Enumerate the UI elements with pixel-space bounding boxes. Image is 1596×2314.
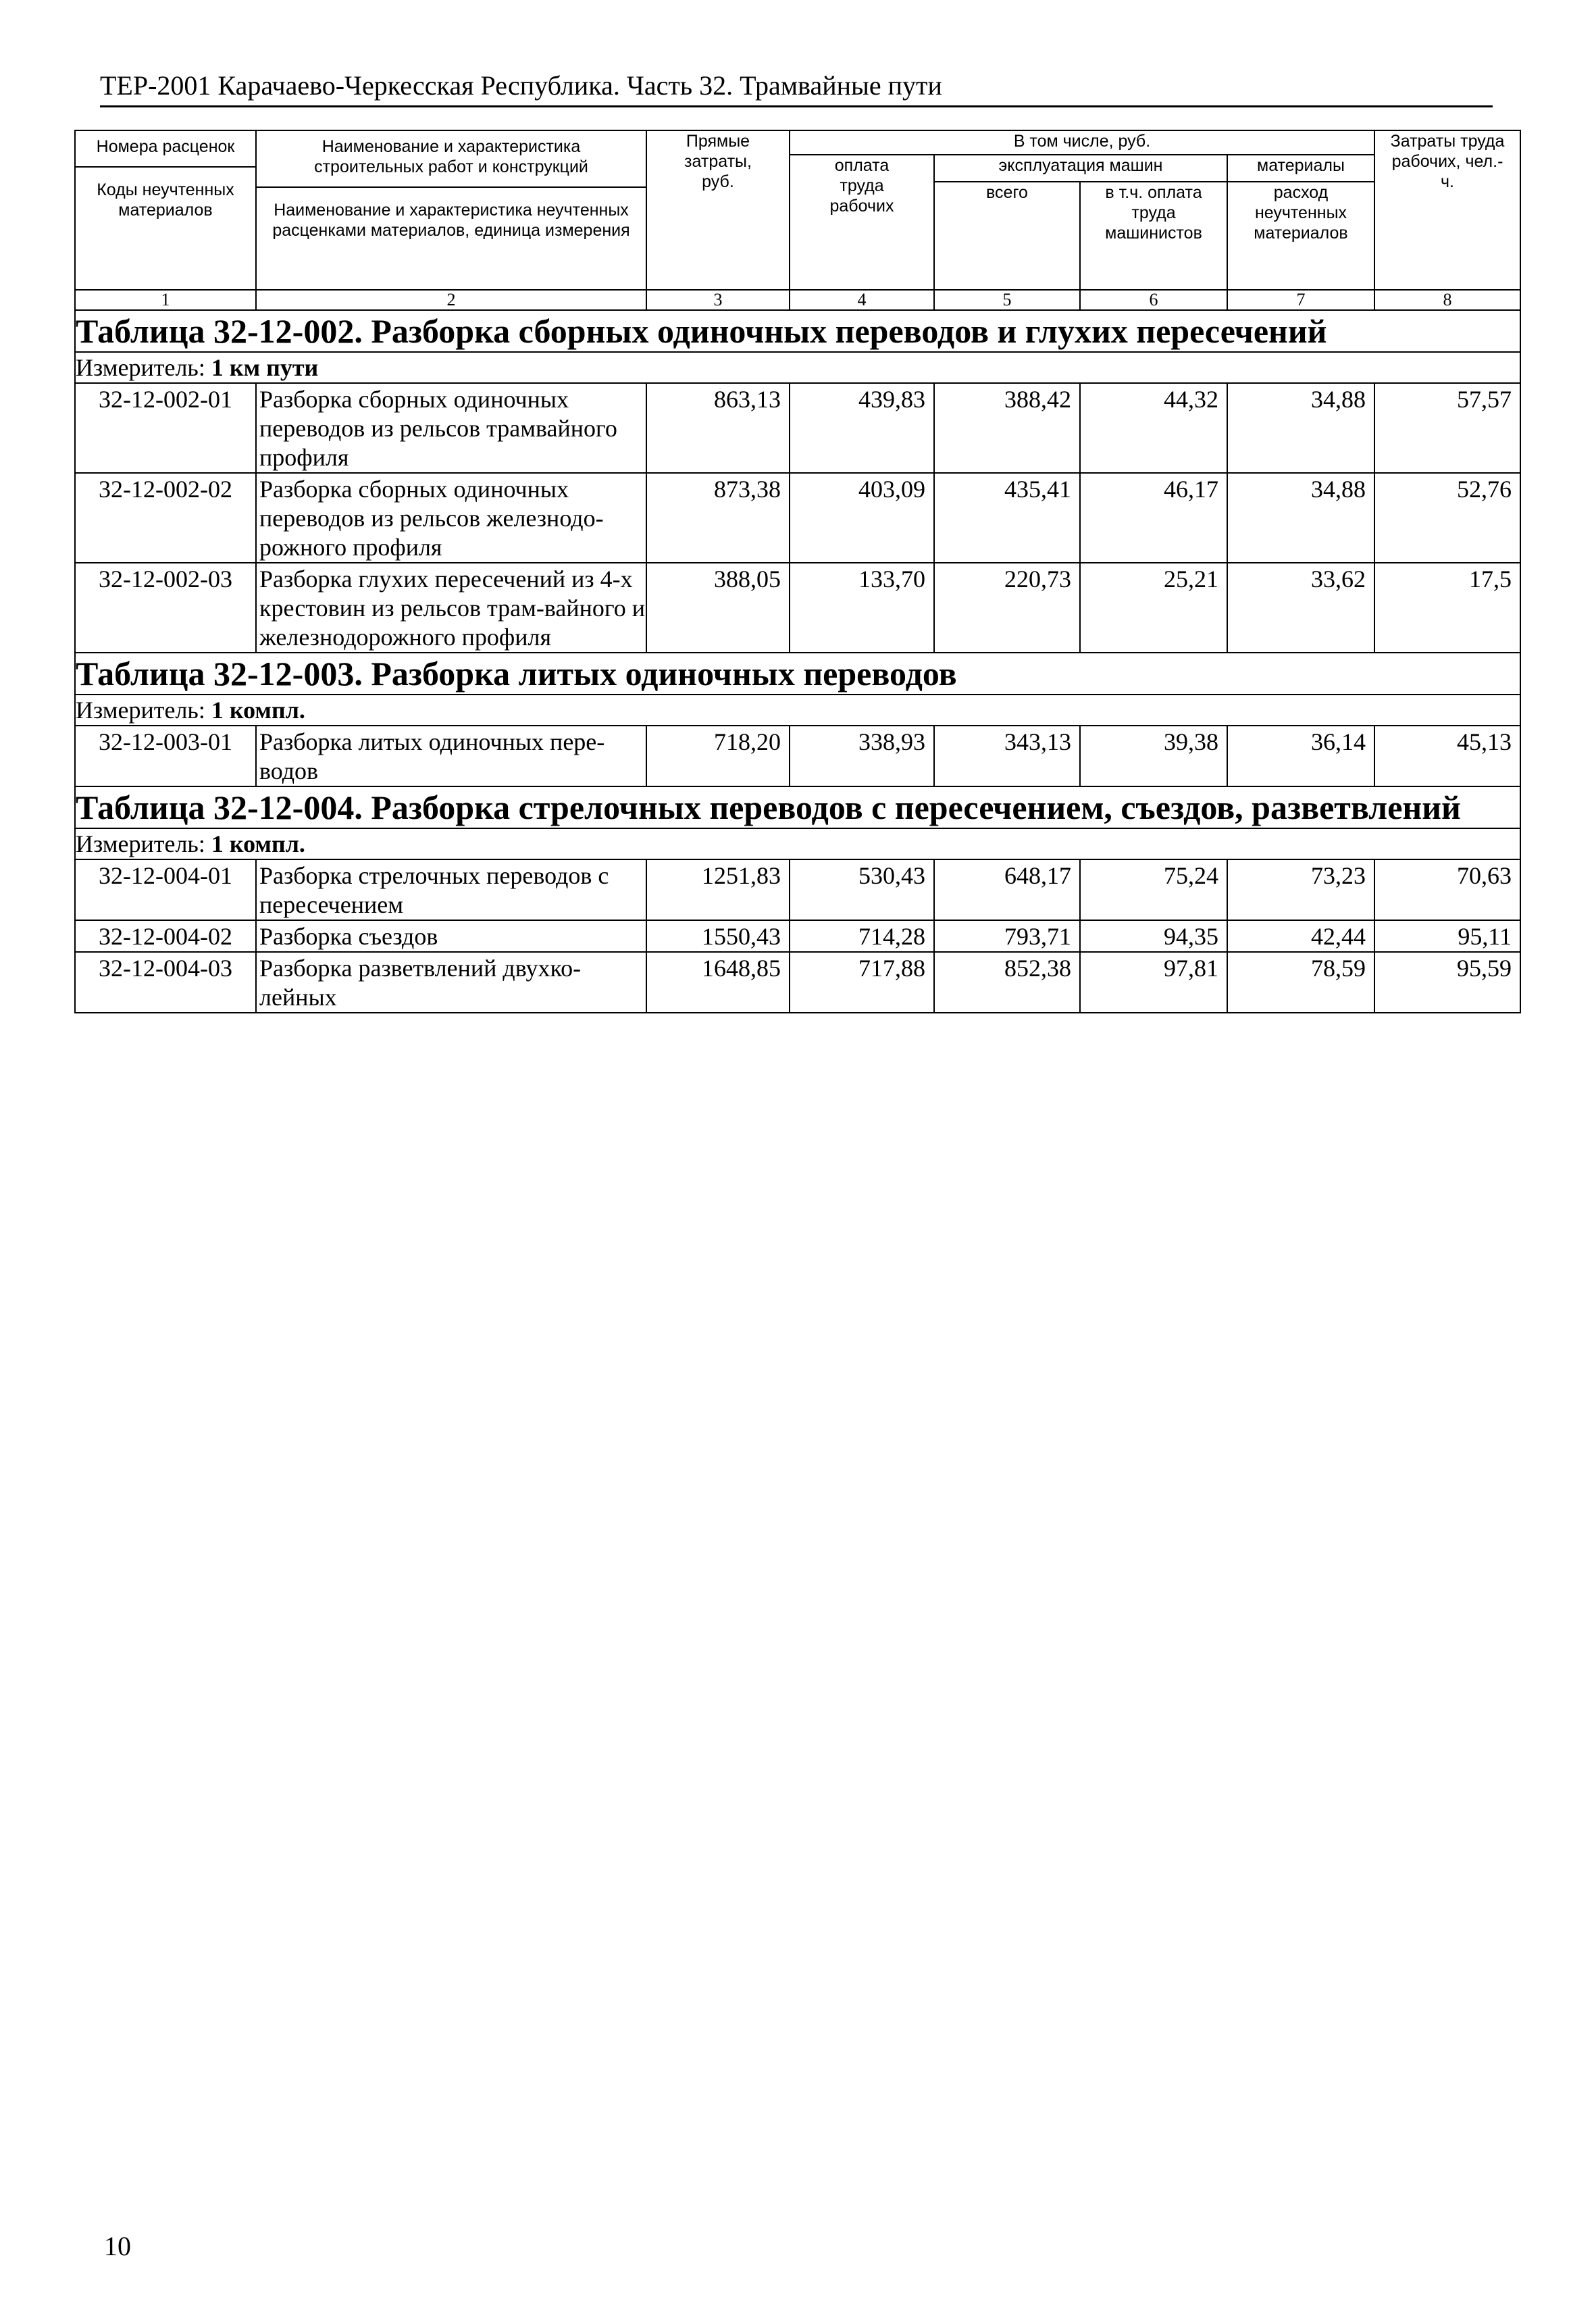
rate-name: Разборка глухих пересечений из 4-х крестовин из рельсов трам-вайного и железнодорожного профиля: [256, 563, 646, 653]
column-number: 7: [1227, 290, 1374, 310]
direct-costs: 863,13: [646, 383, 790, 473]
rate-name: Разборка съездов: [256, 920, 646, 952]
direct-costs: 873,38: [646, 473, 790, 563]
operators-pay: 44,32: [1080, 383, 1227, 473]
header-codes-top: Номера расценок: [76, 136, 255, 168]
header-materials: материалы: [1227, 155, 1374, 182]
rate-name: Разборка разветвлений двухко-лейных: [256, 952, 646, 1013]
section-title: Таблица 32-12-002. Разборка сборных одиночных переводов и глухих пересечений: [75, 310, 1520, 352]
table-row: [75, 859, 1520, 920]
rate-code: 32-12-003-01: [75, 726, 256, 786]
direct-costs: 1550,43: [646, 920, 790, 952]
rate-code: 32-12-004-03: [75, 952, 256, 1013]
labor-hours: 17,5: [1374, 563, 1520, 653]
direct-costs: 388,05: [646, 563, 790, 653]
labor-hours: 95,11: [1374, 920, 1520, 952]
operators-pay: 97,81: [1080, 952, 1227, 1013]
header-codes: [75, 130, 256, 290]
page-header: ТЕР-2001 Карачаево-Черкесская Республика. Часть 32. Трамвайные пути: [100, 66, 1493, 107]
machines-total: 220,73: [934, 563, 1080, 653]
labor-pay: 338,93: [790, 726, 934, 786]
labor-pay: 403,09: [790, 473, 934, 563]
section-unit: [75, 828, 1520, 859]
section-unit: [75, 352, 1520, 383]
column-number: 4: [790, 290, 934, 310]
labor-hours: 45,13: [1374, 726, 1520, 786]
labor-hours: 70,63: [1374, 859, 1520, 920]
header-machines: эксплуатация машин: [934, 155, 1227, 182]
direct-costs: 1648,85: [646, 952, 790, 1013]
table-row: [75, 563, 1520, 653]
header-direct-costs: Прямые затраты, руб.: [646, 130, 790, 290]
rate-code: 32-12-002-02: [75, 473, 256, 563]
header-names-bottom: Наименование и характеристика неучтенных расценками материалов, единица измерения: [272, 201, 630, 240]
unit-value: 1 км пути: [211, 354, 319, 381]
labor-pay: 530,43: [790, 859, 934, 920]
column-number: 1: [75, 290, 256, 310]
header-materials-consumption: расход неучтенных материалов: [1227, 182, 1374, 290]
rate-name: Разборка стрелочных переводов с пересечением: [256, 859, 646, 920]
unit-label: Измеритель:: [76, 697, 205, 724]
table-row: [75, 383, 1520, 473]
labor-pay: 133,70: [790, 563, 934, 653]
header-operators-pay: в т.ч. оплата труда машинистов: [1080, 182, 1227, 290]
column-numbers-row: [75, 290, 1520, 310]
machines-total: 852,38: [934, 952, 1080, 1013]
materials-consumption: 34,88: [1227, 473, 1374, 563]
rate-code: 32-12-004-02: [75, 920, 256, 952]
operators-pay: 94,35: [1080, 920, 1227, 952]
rate-code: 32-12-002-01: [75, 383, 256, 473]
table-row: [75, 473, 1520, 563]
materials-consumption: 33,62: [1227, 563, 1374, 653]
materials-consumption: 73,23: [1227, 859, 1374, 920]
machines-total: 388,42: [934, 383, 1080, 473]
header-codes-bottom: Коды неучтенных материалов: [97, 180, 234, 220]
direct-costs: 718,20: [646, 726, 790, 786]
column-number: 8: [1374, 290, 1520, 310]
rate-name: Разборка сборных одиночных переводов из рельсов трамвайного профиля: [256, 383, 646, 473]
unit-value: 1 компл.: [211, 697, 305, 724]
table-row: [75, 952, 1520, 1013]
column-number: 6: [1080, 290, 1227, 310]
header-labor-pay: оплата труда рабочих: [790, 155, 934, 290]
labor-hours: 52,76: [1374, 473, 1520, 563]
labor-hours: 57,57: [1374, 383, 1520, 473]
table-row: [75, 726, 1520, 786]
direct-costs: 1251,83: [646, 859, 790, 920]
machines-total: 435,41: [934, 473, 1080, 563]
labor-pay: 714,28: [790, 920, 934, 952]
header-names: [256, 130, 646, 290]
header-machines-total: всего: [934, 182, 1080, 290]
rate-name: Разборка сборных одиночных переводов из рельсов железнодо-рожного профиля: [256, 473, 646, 563]
operators-pay: 39,38: [1080, 726, 1227, 786]
section-title: Таблица 32-12-003. Разборка литых одиночных переводов: [75, 653, 1520, 695]
header-names-top: Наименование и характеристика строительных работ и конструкций: [257, 136, 646, 188]
section-unit: [75, 695, 1520, 726]
rate-name: Разборка литых одиночных пере-водов: [256, 726, 646, 786]
column-number: 2: [256, 290, 646, 310]
operators-pay: 25,21: [1080, 563, 1227, 653]
materials-consumption: 78,59: [1227, 952, 1374, 1013]
machines-total: 343,13: [934, 726, 1080, 786]
machines-total: 793,71: [934, 920, 1080, 952]
unit-value: 1 компл.: [211, 830, 305, 857]
materials-consumption: 36,14: [1227, 726, 1374, 786]
column-number: 5: [934, 290, 1080, 310]
labor-pay: 439,83: [790, 383, 934, 473]
table-row: [75, 920, 1520, 952]
operators-pay: 46,17: [1080, 473, 1227, 563]
rates-table: [74, 130, 1521, 1013]
unit-label: Измеритель:: [76, 830, 205, 857]
materials-consumption: 42,44: [1227, 920, 1374, 952]
header-labor-hours: Затраты труда рабочих, чел.-ч.: [1374, 130, 1520, 290]
labor-pay: 717,88: [790, 952, 934, 1013]
operators-pay: 75,24: [1080, 859, 1227, 920]
labor-hours: 95,59: [1374, 952, 1520, 1013]
section-title: Таблица 32-12-004. Разборка стрелочных переводов с пересечением, съездов, разветвлений: [75, 786, 1520, 828]
unit-label: Измеритель:: [76, 354, 205, 381]
header-including: В том числе, руб.: [790, 130, 1374, 155]
column-number: 3: [646, 290, 790, 310]
materials-consumption: 34,88: [1227, 383, 1374, 473]
rate-code: 32-12-002-03: [75, 563, 256, 653]
rate-code: 32-12-004-01: [75, 859, 256, 920]
page-number: 10: [104, 2231, 131, 2261]
machines-total: 648,17: [934, 859, 1080, 920]
